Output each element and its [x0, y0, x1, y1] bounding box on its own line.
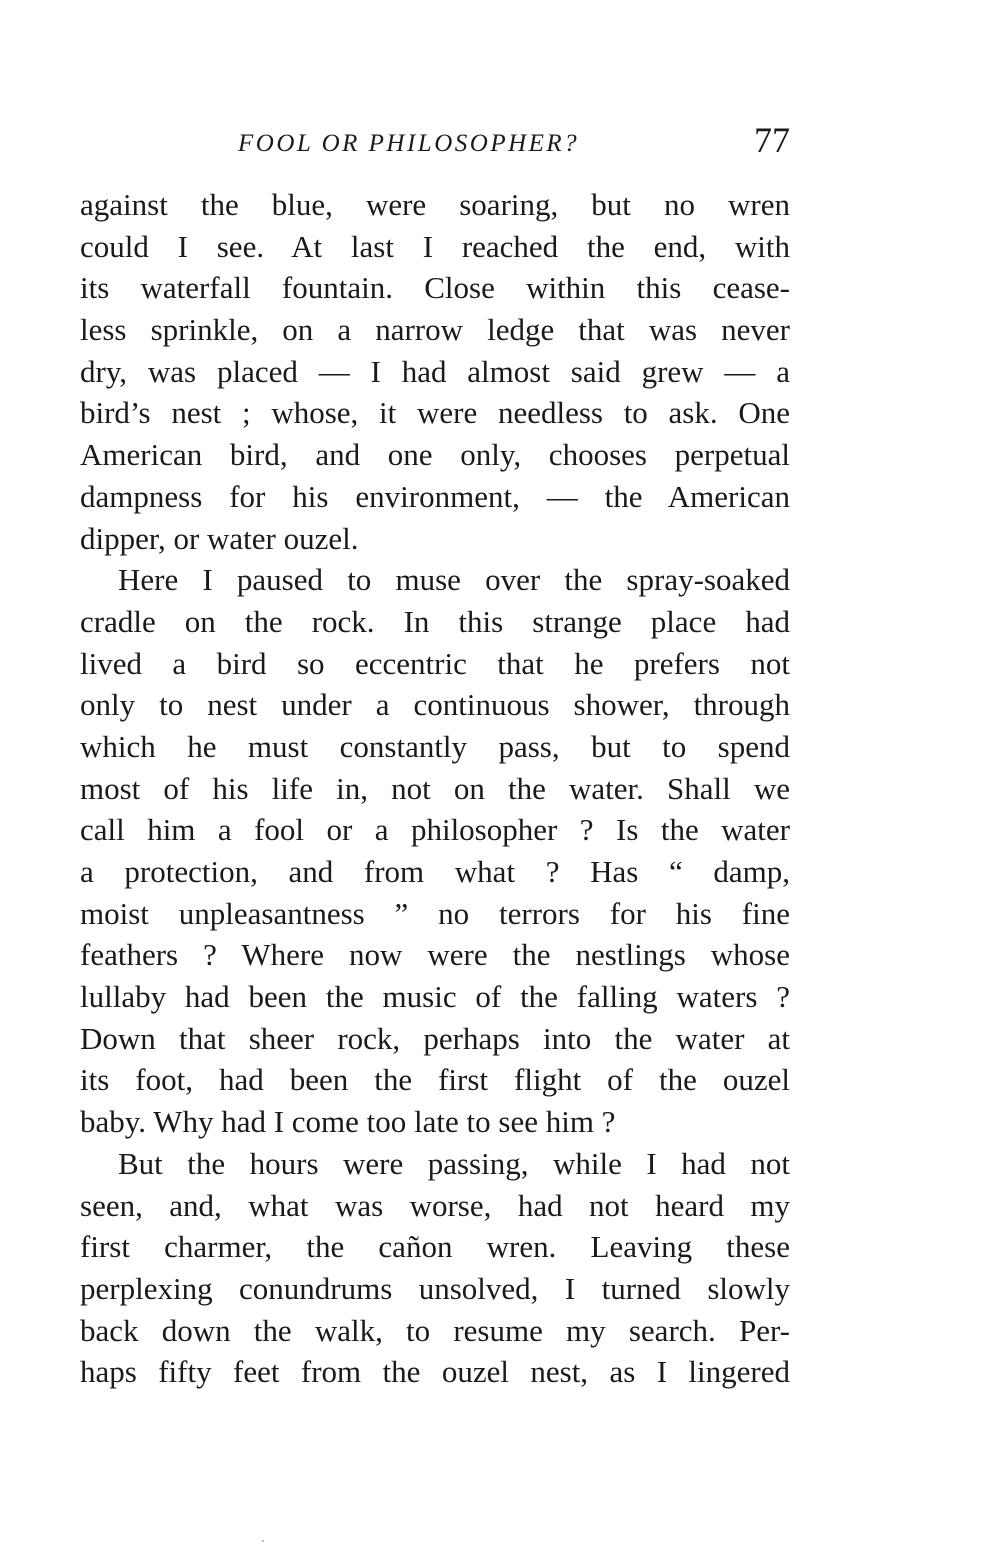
text-line: call him a fool or a philosopher ? Is the water [80, 812, 790, 848]
body-text [80, 184, 790, 1393]
text-line: lullaby had been the music of the falling waters ? [80, 979, 790, 1015]
text-line: lived a bird so eccentric that he prefers not [80, 645, 790, 681]
running-title: FOOL OR PHILOSOPHER? [238, 130, 580, 157]
text-line: cradle on the rock. In this strange place had [80, 603, 790, 639]
text-line: most of his life in, not on the water. Shall we [80, 770, 790, 806]
text-line: only to nest under a continuous shower, through [80, 687, 790, 723]
text-line: bird’s nest ; whose, it were needless to ask. One [80, 395, 790, 431]
text-line: dry, was placed — I had almost said grew — a [80, 353, 790, 389]
text-line: first charmer, the cañon wren. Leaving these [80, 1229, 790, 1265]
text-line: haps fifty feet from the ouzel nest, as I lingered [80, 1354, 790, 1390]
page-number: 77 [754, 120, 790, 160]
paper-speck [262, 1540, 264, 1542]
text-line: seen, and, what was worse, had not heard my [80, 1187, 790, 1223]
text-line: moist unpleasantness ” no terrors for his fine [80, 895, 790, 931]
text-line: American bird, and one only, chooses perpetual [80, 437, 790, 473]
text-line: feathers ? Where now were the nestlings whose [80, 937, 790, 973]
text-line: a protection, and from what ? Has “ damp, [80, 854, 790, 889]
text-line: which he must constantly pass, but to spend [80, 728, 790, 764]
text-line: Down that sheer rock, perhaps into the water at [80, 1020, 790, 1056]
running-header [80, 118, 792, 168]
text-line: its waterfall fountain. Close within this cease- [80, 270, 790, 306]
text-line: could I see. At last I reached the end, with [80, 228, 790, 264]
paragraph-start-line: But the hours were passing, while I had not [118, 1145, 790, 1181]
paragraph-end-line: dipper, or water ouzel. [80, 520, 359, 556]
paragraph-end-line: baby. Why had I come too late to see him ? [80, 1104, 616, 1140]
text-line: less sprinkle, on a narrow ledge that was never [80, 312, 790, 348]
text-line: dampness for his environment, — the American [80, 478, 790, 514]
text-line: back down the walk, to resume my search. Per- [80, 1312, 790, 1348]
text-line: against the blue, were soaring, but no wren [80, 187, 790, 222]
text-line: its foot, had been the first flight of the ouzel [80, 1062, 790, 1098]
text-line: perplexing conundrums unsolved, I turned slowly [80, 1270, 790, 1306]
paragraph-start-line: Here I paused to muse over the spray-soaked [118, 562, 790, 598]
